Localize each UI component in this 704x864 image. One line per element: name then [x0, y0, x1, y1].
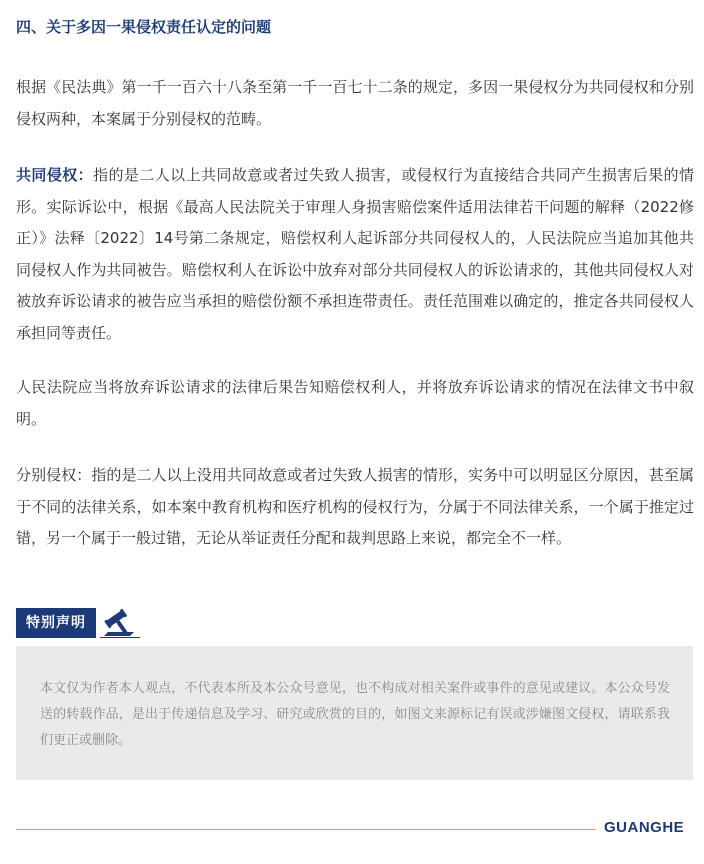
footer-brand: GUANGHE: [604, 819, 685, 836]
footer-divider: [16, 829, 596, 830]
disclaimer-title: 特别声明: [16, 608, 96, 638]
paragraph-legal-basis: 根据《民法典》第一千一百六十八条至第一千一百七十二条的规定，多因一果侵权分为共同侵权和分别侵权两种，本案属于分别侵权的范畴。: [16, 78, 694, 128]
joint-tort-label: 共同侵权：: [16, 166, 94, 184]
paragraph-joint-tort: [16, 160, 694, 349]
disclaimer-header: [16, 608, 140, 638]
gavel-icon: [100, 608, 140, 638]
paragraph-separate-tort: 分别侵权：指的是二人以上没用共同故意或者过失致人损害的情形，实务中可以明显区分原因，甚至属于不同的法律关系，如本案中教育机构和医疗机构的侵权行为，分属于不同法律关系，一个属于推定过错，另一个属于一般过错，无论从举证责任分配和裁判思路上来说，都完全不一样。: [16, 466, 694, 547]
paragraph-court-notice: 人民法院应当将放弃诉讼请求的法律后果告知赔偿权利人，并将放弃诉讼请求的情况在法律文书中叙明。: [16, 378, 694, 428]
section-heading: 四、关于多因一果侵权责任认定的问题: [16, 18, 272, 36]
disclaimer-box: [16, 646, 693, 780]
disclaimer-text: 本文仅为作者本人观点，不代表本所及本公众号意见，也不构成对相关案件或事件的意见或建议。本公众号发送的转载作品，是出于传递信息及学习、研究或欣赏的目的，如图文来源标记有误或涉嫌图文侵权，请联系我们更正或删除。: [40, 681, 670, 748]
joint-tort-text: 指的是二人以上共同故意或者过失致人损害，或侵权行为直接结合共同产生损害后果的情形。实际诉讼中，根据《最高人民法院关于审理人身损害赔偿案件适用法律若干问题的解释（2022修正）》法释〔2022〕14号第二条规定，赔偿权利人起诉部分共同侵权人的，人民法院应当追加其他共同侵权人作为共同被告。赔偿权利人在诉讼中放弃对部分共同侵权人的诉讼请求的，其他共同侵权人对被放弃诉讼请求的被告应当承担的赔偿份额不承担连带责任。责任范围难以确定的，推定各共同侵权人承担同等责任。: [16, 166, 694, 342]
